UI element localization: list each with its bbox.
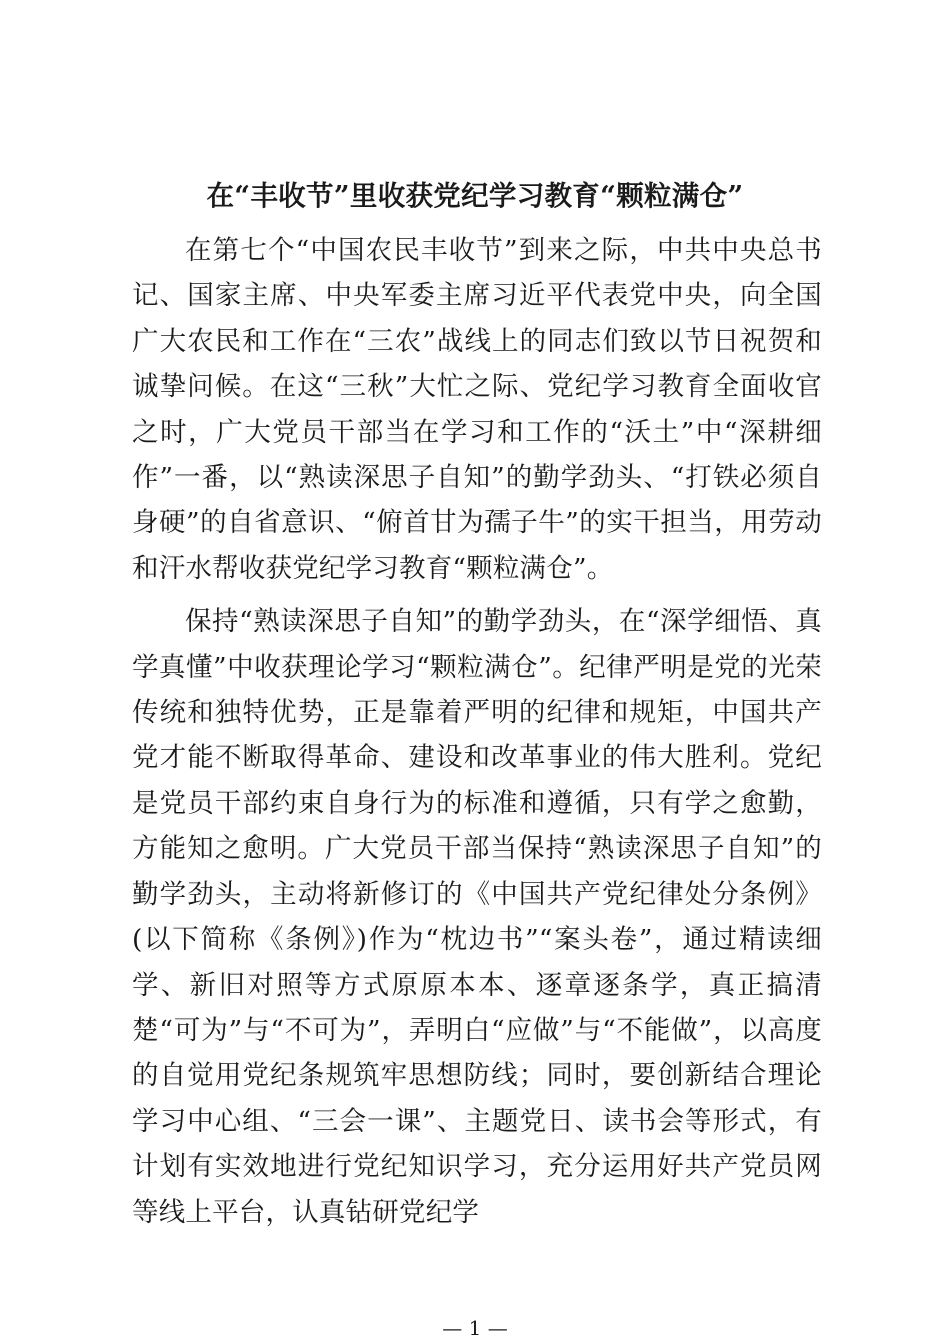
paragraph-1: 在第七个“中国农民丰收节”到来之际，中共中央总书记、国家主席、中央军委主席习近平代表党中央，向全国广大农民和工作在“三农”战线上的同志们致以节日祝贺和诚挚问候。在这“三秋”大忙之际、党纪学习教育全面收官之时，广大党员干部当在学习和工作的“沃土”中“深耕细作”一番，以“熟读深思子自知”的勤学劲头、“打铁必须自身硬”的自省意识、“俯首甘为孺子牛”的实干担当，用劳动和汗水帮收获党纪学习教育“颗粒满仓”。 <box>132 235 822 584</box>
document-body <box>132 228 822 1235</box>
page-number: — 1 — <box>442 1316 508 1340</box>
document-title: 在“丰收节”里收获党纪学习教育“颗粒满仓” <box>206 180 744 212</box>
paragraph-2: 保持“熟读深思子自知”的勤学劲头，在“深学细悟、真学真懂”中收获理论学习“颗粒满仓”。纪律严明是党的光荣传统和独特优势，正是靠着严明的纪律和规矩，中国共产党才能不断取得革命、建设和改革事业的伟大胜利。党纪是党员干部约束自身行为的标准和遵循，只有学之愈勤，方能知之愈明。广大党员干部当保持“熟读深思子自知”的勤学劲头，主动将新修订的《中国共产党纪律处分条例》(以下简称《条例》)作为“枕边书”“案头卷”，通过精读细学、新旧对照等方式原原本本、逐章逐条学，真正搞清楚“可为”与“不可为”，弄明白“应做”与“不能做”，以高度的自觉用党纪条规筑牢思想防线；同时，要创新结合理论学习中心组、“三会一课”、主题党日、读书会等形式，有计划有实效地进行党纪知识学习，充分运用好共产党员网等线上平台，认真钻研党纪学 <box>132 606 822 1228</box>
